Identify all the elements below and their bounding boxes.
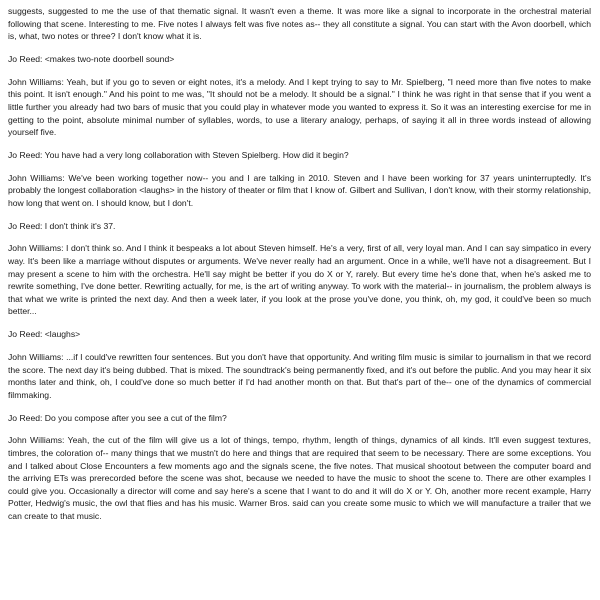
transcript-paragraph-7: John Williams: I don't think so. And I think it bespeaks a lot about Steven himself. He's a very, first of all, very loyal man. And I can say simpatico in every way. It's been like a marriage without disputes or arguments. We've never really had an argument. Once in a while, we'll have not a disagreement. But I may present a scene to him with the orchestra. He'll say might be better if you do X or Y, rarely. But every time he's done that, when he's asked me to rewrite something, I've done better. Rewriting actually, for me, is the art of writing anyway. To work with the material-- in journalism, the problem always is that what we write is printed the next day. And then a week later, if you look at the prose you've done, you think, oh, my god, it could've been so much better...	[8, 243, 591, 317]
transcript-paragraph-9: John Williams: ...if I could've rewritten four sentences. But you don't have that opportunity. And writing film music is similar to journalism in that we record the score. The next day it's being dubbed. That is mixed. The soundtrack's being permanently fixed, and it's out before the public. And you may hear it six months later and think, oh, I could've done so much better if I'd had another month on that. But that's part of the-- one of the dynamics of commercial filmmaking.	[8, 351, 591, 400]
transcript-paragraph-10: Jo Reed: Do you compose after you see a cut of the film?	[8, 412, 227, 423]
transcript-paragraph-2: Jo Reed: <makes two-note doorbell sound>	[8, 53, 175, 64]
transcript-paragraph-11: John Williams: Yeah, the cut of the film will give us a lot of things, tempo, rhythm, length of things, dynamics of all kinds. It'll even suggest textures, timbres, the coloration of-- many things that we mustn't do here and things that are required that seem to be necessary. There are some exceptions. You and I talked about Close Encounters a few moments ago and the signals scene, the five notes. That musical shootout between the computer board and the arriving ETs was prerecorded before the scene was shot, because we needed to have the music to shoot the scene to. There are other examples I could give you. Occasionally a director will come and say here's a scene that I want to do and it will do X or Y. Oh, another more recent example, Harry Potter, Hedwig's music, the owl that flies and has his music. Warner Bros. said can you create some music to which we will manufacture a trailer that we can create to that music.	[8, 435, 591, 521]
transcript-paragraph-3: John Williams: Yeah, but if you go to seven or eight notes, it's a melody. And I kept trying to say to Mr. Spielberg, "I need more than five notes to make this point. It isn't enough." And his point to me was, "It should not be a melody. It should be a signal." I think he was right in that sense that if you went a little further you already had two bars of music that you could play in whatever mode you wanted to express it. So it was an interesting exercise for me in getting to the point, absolute minimal number of syllables, words, to use a literary analogy, perhaps, of saying it all in three words instead of allowing yourself five.	[8, 76, 591, 138]
transcript-paragraph-5: John Williams: We've been working together now-- you and I are talking in 2010. Steven and I have been working for 37 years uninterruptedly. It's probably the longest collaboration <laughs> in the history of theater or film that I know of. Gilbert and Sullivan, I don't know, with their stormy relationship, how long that went on. I should know, but I don't.	[8, 172, 591, 208]
transcript-paragraph-4: Jo Reed: You have had a very long collaboration with Steven Spielberg. How did it begin?	[8, 149, 349, 160]
transcript-paragraph-8: Jo Reed: <laughs>	[8, 329, 81, 340]
transcript-paragraph-6: Jo Reed: I don't think it's 37.	[8, 220, 116, 231]
transcript-paragraph-1: suggests, suggested to me the use of that thematic signal. It wasn't even a theme. It was more like a signal to incorporate in the orchestral material following that scene. Interesting to me. Five notes I always felt was five notes as-- they all constitute a signal. You can start with the Avon doorbell, which is, what, two notes or three? I don't know what it is.	[8, 6, 591, 42]
